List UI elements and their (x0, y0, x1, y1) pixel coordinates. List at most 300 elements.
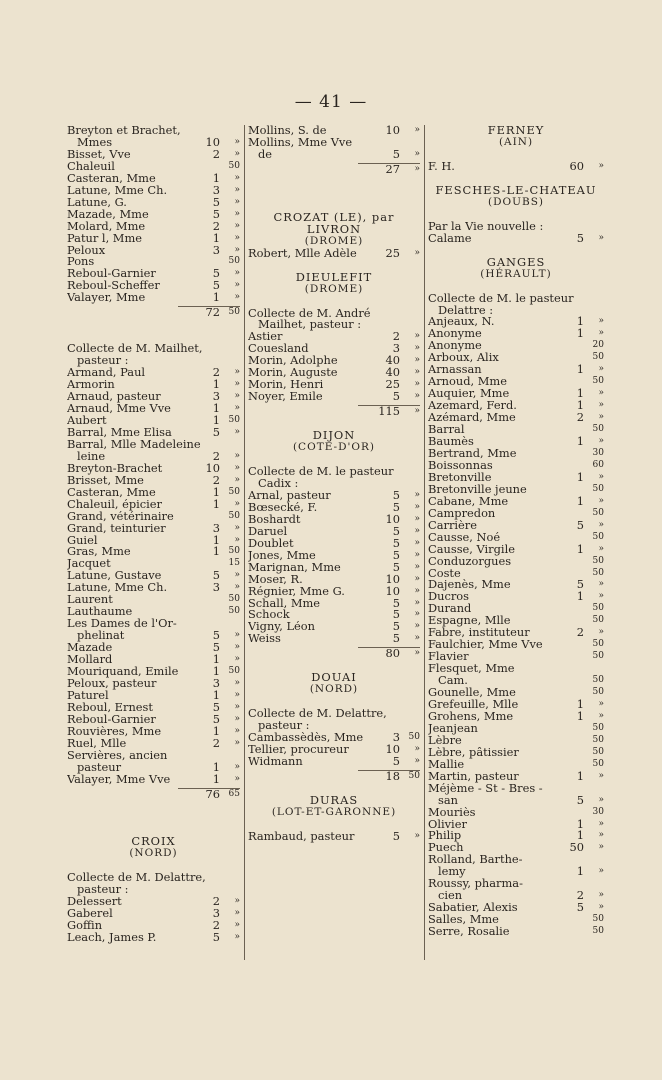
collection-note: Collecte de M. Delattre, pasteur : (248, 706, 387, 733)
amount-francs: 1 (576, 589, 584, 604)
amount-francs: 5 (576, 900, 584, 915)
amount-centimes: 50 (228, 594, 240, 605)
amount-centimes: » (234, 244, 240, 255)
amount-francs: 5 (212, 194, 220, 209)
entry-name: Peloux, pasteur (67, 677, 157, 690)
entry-name: Molard, Mme (67, 220, 146, 233)
amount-francs (190, 594, 220, 606)
amount-centimes: » (598, 436, 604, 447)
amount-centimes: » (234, 367, 240, 378)
amount-francs: 5 (392, 631, 400, 646)
amount-francs: 1 (212, 484, 220, 499)
amount-centimes: » (598, 471, 604, 482)
amount-francs: 2 (392, 329, 400, 344)
entry-name: Aubert (67, 414, 107, 427)
entry-row (248, 753, 420, 768)
amount-centimes: » (414, 125, 420, 135)
entry-name (248, 771, 370, 783)
entry-name: Lauthaume (67, 606, 133, 619)
amount-centimes: 50 (592, 926, 604, 937)
amount-francs: 80 (385, 646, 400, 661)
entry-name: Espagne, Mlle (428, 615, 511, 628)
entry-row (248, 125, 420, 137)
entry-name: Servières, ancien (67, 749, 168, 762)
entry-name: Martin, pasteur (428, 770, 519, 783)
amount-centimes: 50 (228, 486, 240, 497)
amount-francs: 1 (212, 652, 220, 667)
amount-francs: 1 (212, 771, 220, 786)
amount-francs: 5 (392, 753, 400, 768)
amount-centimes: 60 (592, 459, 604, 470)
amount-centimes: » (414, 343, 420, 354)
amount-francs: 1 (212, 687, 220, 702)
amount-centimes: » (414, 367, 420, 378)
entry-row (428, 556, 604, 568)
amount-francs: 2 (576, 410, 584, 425)
entry-name: Anonyme (428, 340, 482, 353)
entry-row (428, 364, 604, 376)
amount-centimes: » (598, 316, 604, 327)
amount-francs: 5 (576, 792, 584, 807)
entry-row (428, 747, 604, 759)
entry-name (248, 164, 370, 176)
amount-francs: 5 (212, 278, 220, 293)
amount-centimes: » (234, 148, 240, 159)
amount-centimes: » (234, 450, 240, 461)
amount-francs: 115 (378, 404, 400, 419)
amount-francs: 5 (392, 389, 400, 404)
entry-name: Robert, Mlle Adèle (248, 247, 357, 260)
amount-francs: 2 (212, 448, 220, 463)
amount-centimes: » (234, 896, 240, 907)
amount-francs: 5 (392, 619, 400, 634)
entry-name: Jones, Mme (248, 549, 316, 562)
entry-row (67, 786, 240, 801)
amount-francs: 10 (385, 571, 400, 586)
amount-centimes: » (414, 355, 420, 366)
entry-row (67, 606, 240, 618)
amount-francs: 5 (576, 517, 584, 532)
entry-row (428, 914, 604, 926)
entry-name: Noyer, Emile (248, 391, 323, 404)
locality-heading: DIJON (312, 428, 356, 443)
amount-francs: 1 (212, 377, 220, 392)
department-subheading: (DOUBS) (488, 195, 544, 208)
amount-centimes: 50 (228, 606, 240, 617)
entry-name: Morin, Henri (248, 379, 324, 392)
amount-francs: 1 (576, 362, 584, 377)
amount-francs: 5 (392, 499, 400, 514)
amount-francs: 1 (212, 230, 220, 245)
amount-centimes: » (598, 400, 604, 411)
amount-francs: 1 (576, 541, 584, 556)
amount-centimes: » (414, 549, 420, 560)
entry-row (67, 932, 240, 944)
entry-name: Bretonville (428, 471, 492, 484)
department-subheading: (NORD) (129, 847, 178, 860)
entry-name: Gounelle, Mme (428, 687, 516, 699)
entry-row (428, 541, 604, 556)
amount-francs (554, 675, 584, 687)
entry-name: Mouriquand, Emile (67, 665, 179, 678)
amount-centimes: 50 (592, 734, 604, 745)
column-divider-1 (244, 125, 245, 960)
amount-francs: 10 (385, 742, 400, 757)
entry-row (428, 902, 604, 914)
department-subheading: (DROME) (304, 234, 364, 247)
amount-francs: 10 (385, 123, 400, 137)
entry-name: Goffin (67, 920, 103, 933)
entry-row (248, 391, 420, 403)
amount-centimes: » (414, 513, 420, 524)
entry-name: Dajenès, Mme (428, 579, 511, 592)
amount-francs (554, 651, 584, 663)
locality-heading: CROIX (131, 834, 176, 849)
entry-name: Arnaud, Mme Vve (67, 403, 171, 415)
amount-francs: 1 (576, 708, 584, 723)
amount-centimes: 50 (228, 510, 240, 521)
amount-centimes: » (414, 406, 420, 417)
amount-francs: 1 (212, 532, 220, 547)
entry-name: Marignan, Mme (248, 561, 341, 574)
entry-row (248, 146, 420, 161)
entry-name: Carrière (428, 519, 477, 532)
entry-name: Delessert (67, 896, 122, 909)
entry-row (67, 582, 240, 594)
amount-centimes: » (598, 902, 604, 913)
entry-name: Cam. (438, 675, 468, 688)
amount-francs: 25 (385, 377, 400, 392)
amount-centimes: » (414, 648, 420, 659)
amount-centimes: » (234, 932, 240, 943)
entry-row (428, 735, 604, 747)
amount-francs: 5 (392, 547, 400, 562)
amount-francs: 2 (212, 472, 220, 487)
locality-heading: FESCHES-LE-CHATEAU (435, 182, 597, 197)
entry-name: Arboux, Alix (428, 352, 499, 365)
amount-centimes: » (598, 495, 604, 506)
entry-name: Coste (428, 567, 461, 580)
amount-centimes: » (598, 579, 604, 590)
entry-row (428, 412, 604, 424)
department-subheading: (COTE-D'OR) (292, 441, 376, 454)
amount-centimes: » (234, 761, 240, 772)
amount-centimes: » (234, 701, 240, 712)
amount-francs: 5 (212, 711, 220, 726)
entry-name: Grand, teinturier (67, 522, 166, 535)
amount-francs: 60 (569, 158, 584, 173)
amount-francs: 3 (212, 242, 220, 257)
entry-name: Olivier (428, 818, 467, 831)
amount-francs: 1 (576, 768, 584, 783)
entry-name: Reboul, Ernest (67, 701, 153, 714)
entry-name: Grefeuille, Mlle (428, 698, 519, 711)
entry-name: Faulchier, Mme Vve (428, 639, 543, 652)
amount-centimes: » (598, 232, 604, 243)
amount-centimes: » (234, 654, 240, 665)
entry-name: Patur l, Mme (67, 232, 143, 245)
amount-francs: 3 (392, 730, 400, 745)
amount-centimes: » (234, 713, 240, 724)
amount-centimes: » (234, 208, 240, 219)
entry-name: Armand, Paul (67, 367, 146, 380)
amount-centimes: 50 (592, 746, 604, 757)
entry-name: Schock (248, 609, 290, 622)
amount-francs: 3 (212, 906, 220, 921)
amount-francs: 1 (212, 496, 220, 511)
amount-francs: 5 (392, 535, 400, 550)
entry-name: Latune, Mme Ch. (67, 582, 168, 595)
entry-name: Moser, R. (248, 573, 303, 586)
locality-heading: GANGES (486, 254, 546, 269)
amount-centimes: » (598, 412, 604, 423)
department-subheading: (NORD) (309, 683, 359, 696)
entry-row (428, 340, 604, 352)
spacer (67, 800, 240, 824)
entry-name: Bertrand, Mme (428, 447, 517, 460)
amount-centimes: 50 (592, 603, 604, 614)
amount-centimes: » (598, 591, 604, 602)
amount-francs: 1 (576, 864, 584, 879)
amount-centimes: 50 (592, 376, 604, 387)
entry-name: pasteur (77, 761, 122, 774)
entry-name: Mollins, S. de (248, 125, 327, 137)
entry-name: Couesland (248, 343, 309, 356)
entry-name: Morin, Adolphe (248, 355, 338, 368)
entry-name: Cabane, Mme (428, 495, 509, 508)
amount-centimes: 65 (228, 788, 240, 799)
entry-row (428, 675, 604, 687)
amount-francs: 5 (212, 699, 220, 714)
entry-name (248, 406, 370, 418)
amount-centimes: » (234, 474, 240, 485)
amount-francs: 3 (212, 182, 220, 197)
entry-name: cien (438, 890, 463, 903)
entry-name: Rouvières, Mme (67, 725, 162, 738)
amount-centimes: » (414, 331, 420, 342)
amount-francs: 27 (385, 161, 400, 176)
amount-francs: 5 (212, 206, 220, 221)
entry-name: Conduzorgues (428, 555, 512, 568)
entry-name: Les Dames de l'Or- (67, 618, 177, 631)
amount-centimes: » (598, 842, 604, 853)
amount-francs: 10 (205, 460, 220, 475)
amount-centimes: » (234, 462, 240, 473)
entry-row (428, 639, 604, 651)
amount-centimes: » (234, 677, 240, 688)
entry-name: Laurent (67, 594, 113, 607)
entry-name: Brisset, Mme (67, 474, 144, 487)
entry-row (428, 768, 604, 783)
amount-francs: 5 (212, 424, 220, 439)
entry-name: Valayer, Mme Vve (67, 773, 171, 786)
amount-francs (554, 603, 584, 615)
amount-francs: 5 (576, 577, 584, 592)
amount-francs: 5 (392, 487, 400, 502)
entry-name: Doublet (248, 537, 294, 550)
entry-name: phelinat (77, 630, 125, 643)
entry-row (428, 866, 604, 878)
entry-name: Pons (67, 256, 95, 269)
amount-francs: 5 (392, 595, 400, 610)
amount-centimes: 50 (592, 567, 604, 578)
amount-centimes: » (598, 770, 604, 781)
amount-francs: 25 (385, 245, 400, 260)
entry-name: Flesquet, Mme (428, 663, 515, 676)
amount-francs: 1 (576, 816, 584, 831)
amount-centimes: » (234, 570, 240, 581)
amount-centimes: » (234, 136, 240, 147)
entry-name: Armorin (67, 379, 115, 392)
amount-francs: 1 (212, 663, 220, 678)
amount-centimes: » (234, 498, 240, 509)
collection-note: Collecte de M. Delattre, pasteur : (67, 870, 206, 897)
amount-francs: 18 (385, 768, 400, 783)
amount-francs: 5 (212, 568, 220, 583)
entry-name: de (258, 148, 273, 161)
entry-name: Boissonnas (428, 459, 493, 472)
entry-name: Fabre, instituteur (428, 627, 530, 640)
entry-name: Reboul-Garnier (67, 268, 156, 281)
amount-centimes: 20 (592, 340, 604, 351)
amount-centimes: » (234, 725, 240, 736)
amount-francs: 2 (212, 918, 220, 933)
amount-francs: 10 (385, 511, 400, 526)
entry-name: Puech (428, 842, 464, 855)
entry-row (428, 493, 604, 508)
entry-name: Arnal, pasteur (248, 489, 331, 502)
amount-centimes: » (598, 543, 604, 554)
amount-centimes: » (234, 232, 240, 243)
entry-name: Durand (428, 603, 472, 616)
entry-row (67, 546, 240, 558)
entry-name: Guiel (67, 534, 98, 547)
amount-centimes: » (414, 391, 420, 402)
entry-name: Schall, Mme (248, 597, 321, 610)
entry-name: Bœsecké, F. (248, 501, 318, 514)
entry-name: Leach, James P. (67, 932, 157, 945)
amount-centimes: » (234, 220, 240, 231)
amount-francs: 5 (392, 146, 400, 161)
amount-francs (554, 556, 584, 568)
amount-centimes: » (234, 391, 240, 402)
column-divider-2 (424, 125, 425, 960)
amount-centimes: » (234, 184, 240, 195)
amount-francs (554, 448, 584, 460)
amount-centimes: » (598, 328, 604, 339)
amount-francs: 5 (392, 828, 400, 843)
amount-centimes: » (234, 908, 240, 919)
entry-name: Arnaud, pasteur (67, 391, 161, 404)
locality-heading: CROZAT (LE), par LIVRON (273, 209, 395, 236)
amount-centimes: 50 (592, 675, 604, 686)
amount-francs: 10 (385, 583, 400, 598)
amount-francs: 2 (212, 146, 220, 161)
amount-francs (554, 639, 584, 651)
amount-centimes: » (234, 379, 240, 390)
amount-francs: 76 (205, 786, 220, 801)
amount-centimes: » (234, 280, 240, 291)
amount-francs: 1 (212, 412, 220, 427)
entry-row (248, 768, 420, 783)
entry-row (67, 424, 240, 439)
amount-centimes: 50 (592, 651, 604, 662)
entry-name: Paturel (67, 689, 109, 702)
amount-francs: 1 (212, 723, 220, 738)
amount-centimes: 50 (592, 914, 604, 925)
amount-francs: 2 (212, 894, 220, 909)
entry-name: Reboul-Scheffer (67, 280, 160, 293)
amount-centimes: 50 (592, 424, 604, 435)
amount-centimes: 50 (592, 507, 604, 518)
amount-francs: 2 (212, 218, 220, 233)
amount-centimes: 50 (592, 531, 604, 542)
amount-centimes: » (234, 630, 240, 641)
amount-centimes: » (234, 534, 240, 545)
amount-francs: 2 (212, 735, 220, 750)
column-1 (67, 125, 240, 944)
amount-francs: 1 (576, 398, 584, 413)
entry-name: Rambaud, pasteur (248, 830, 355, 843)
entry-row (67, 594, 240, 606)
entry-name: Latune, G. (67, 196, 127, 209)
amount-centimes: » (414, 830, 420, 841)
amount-centimes: » (234, 737, 240, 748)
amount-centimes: » (234, 522, 240, 533)
amount-francs (190, 606, 220, 618)
entry-row (67, 307, 240, 319)
amount-centimes: 50 (592, 555, 604, 566)
entry-name: Régnier, Mme G. (248, 585, 345, 598)
department-subheading: (DROME) (304, 282, 364, 295)
entry-name: Azemard, Ferd. (428, 400, 517, 413)
amount-centimes: » (598, 160, 604, 171)
entry-row (248, 161, 420, 176)
amount-centimes: 50 (228, 307, 240, 318)
amount-centimes: » (414, 573, 420, 584)
entry-name: Serre, Rosalie (428, 926, 510, 939)
entry-name: Mazade, Mme (67, 208, 149, 221)
entry-name: Causse, Noé (428, 531, 501, 544)
entry-name: Breyton et Brachet, (67, 125, 181, 137)
amount-centimes: 50 (228, 665, 240, 676)
amount-francs: 1 (212, 290, 220, 305)
entry-name: Vigny, Léon (248, 621, 315, 634)
amount-centimes: » (598, 519, 604, 530)
amount-francs: 40 (385, 353, 400, 368)
entry-name: Boshardt (248, 513, 301, 526)
entry-row (428, 230, 604, 245)
entry-name: Jacquet (67, 558, 111, 571)
entry-name: Auquier, Mme (428, 388, 510, 401)
entry-row (428, 603, 604, 615)
entry-name: Chaleuil, épicier (67, 498, 162, 511)
entry-name: Gaberel (67, 908, 113, 921)
amount-centimes: » (414, 489, 420, 500)
entry-name: Valayer, Mme (67, 292, 146, 305)
amount-centimes: 50 (592, 615, 604, 626)
entry-row (428, 448, 604, 460)
entry-row (67, 496, 240, 511)
entry-name: Tellier, procureur (248, 744, 349, 756)
entry-name: Baumès (428, 436, 474, 448)
amount-francs (554, 723, 584, 735)
amount-centimes: » (598, 830, 604, 841)
amount-centimes: » (414, 609, 420, 620)
amount-centimes: 50 (592, 758, 604, 769)
spacer (67, 319, 240, 343)
entry-name: Casteran, Mme (67, 486, 156, 499)
